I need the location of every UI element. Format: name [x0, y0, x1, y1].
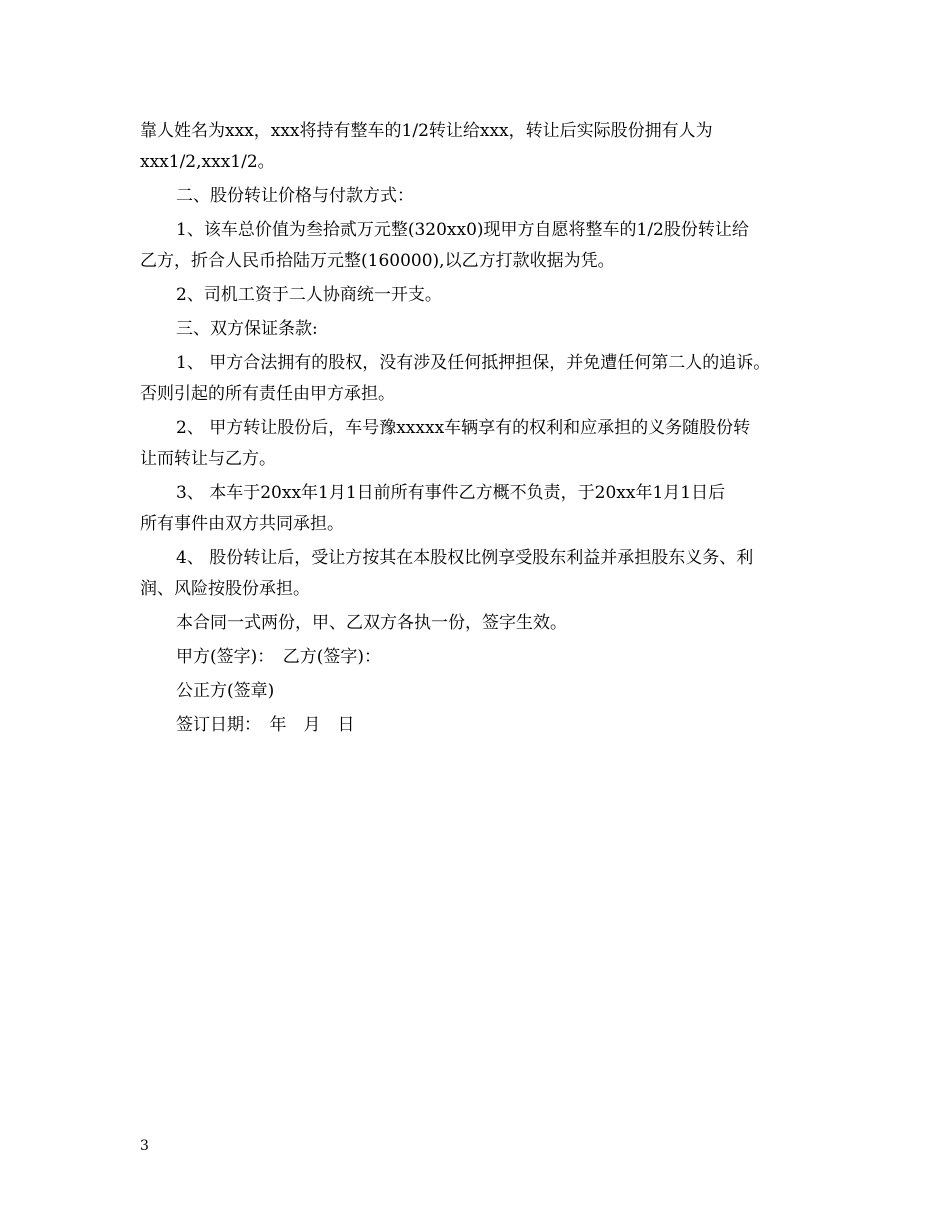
- signature-line: 甲方(签字)： 乙方(签字)：: [176, 647, 382, 667]
- date-line: 签订日期： 年 月 日: [176, 715, 355, 735]
- text-line: 所有事件由双方共同承担。: [140, 514, 344, 534]
- text-line: 乙方，折合人民币拾陆万元整(160000),以乙方打款收据为凭。: [140, 251, 615, 271]
- text-line: 3、 本车于20xx年1月1日前所有事件乙方概不负责，于20xx年1月1日后: [176, 483, 726, 503]
- text-line: 润、风险按股份承担。: [140, 579, 310, 599]
- text-line: 2、司机工资于二人协商统一开支。: [176, 285, 442, 305]
- page-number: 3: [140, 1138, 149, 1154]
- section-heading: 二、股份转让价格与付款方式：: [176, 186, 414, 206]
- text-line: xxx1/2,xxx1/2。: [140, 152, 275, 172]
- text-line: 靠人姓名为xxx，xxx将持有整车的1/2转让给xxx，转让后实际股份拥有人为: [140, 121, 713, 141]
- notary-line: 公正方(签章): [176, 681, 275, 701]
- document-body: [140, 116, 830, 741]
- text-line: 本合同一式两份，甲、乙双方各执一份，签字生效。: [176, 613, 567, 633]
- text-line: 否则引起的所有责任由甲方承担。: [140, 384, 395, 404]
- text-line: 1、该车总价值为叁拾贰万元整(320xx0)现甲方自愿将整车的1/2股份转让给: [176, 220, 749, 240]
- text-line: 2、 甲方转让股份后，车号豫xxxxx车辆享有的权利和应承担的义务随股份转: [176, 418, 751, 438]
- text-line: 1、 甲方合法拥有的股权，没有涉及任何抵押担保，并免遭任何第二人的追诉。: [176, 353, 771, 373]
- section-heading: 三、双方保证条款:: [176, 319, 318, 339]
- text-line: 4、 股份转让后，受让方按其在本股权比例享受股东利益并承担股东义务、利: [176, 548, 754, 568]
- text-line: 让而转让与乙方。: [140, 449, 276, 469]
